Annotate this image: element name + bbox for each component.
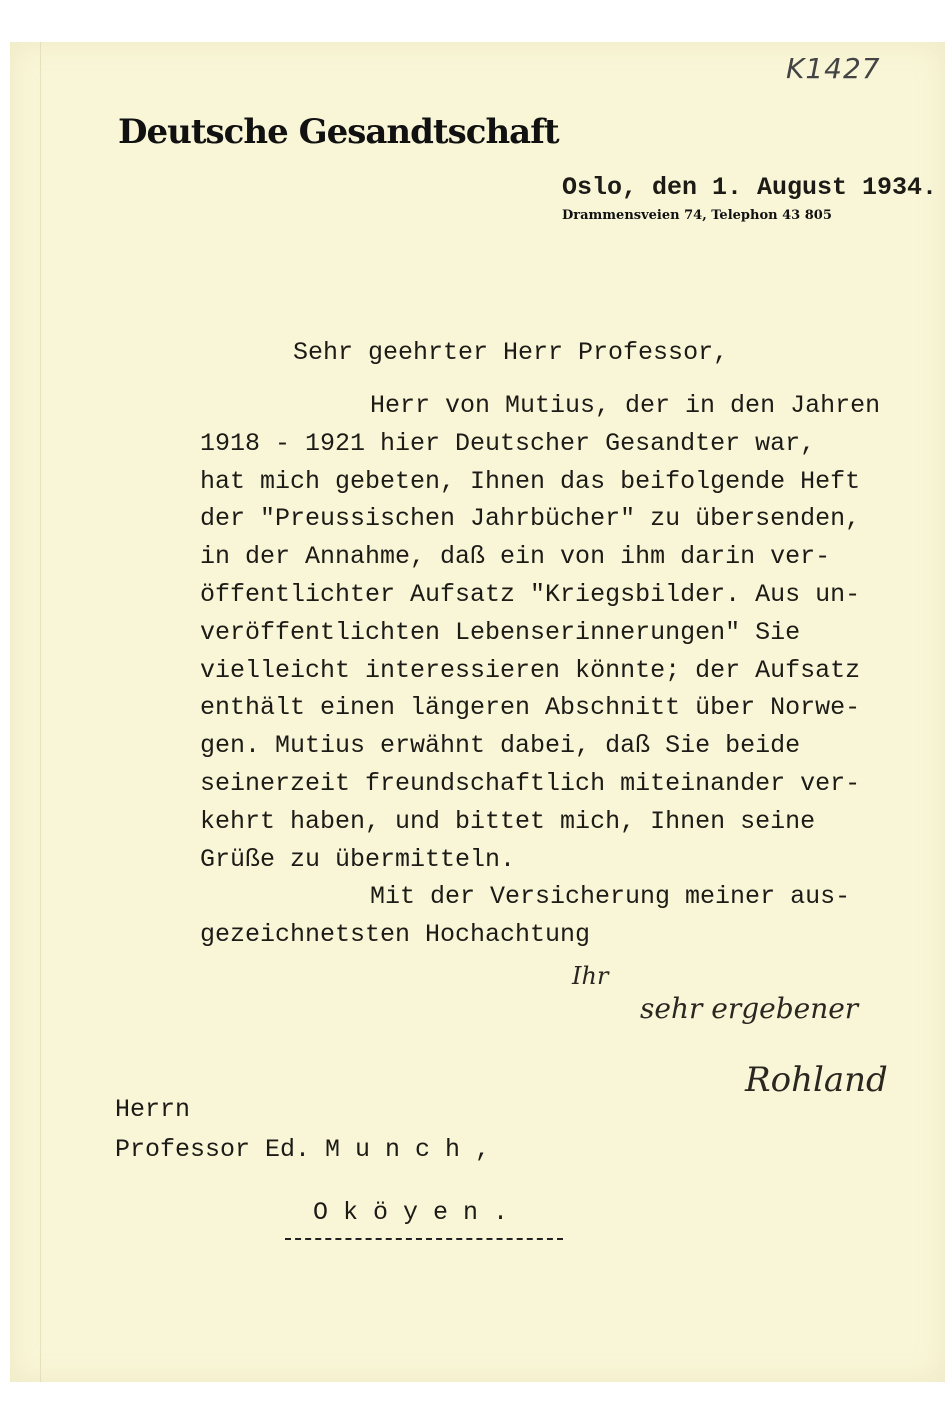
body-line: seinerzeit freundschaftlich miteinander ver- xyxy=(200,769,861,798)
body-line: gezeichnetsten Hochachtung xyxy=(200,920,591,950)
closing-sehr-ergebener: sehr ergebener xyxy=(640,992,859,1025)
body-line: in der Annahme, daß ein von ihm darin ver- xyxy=(200,542,831,572)
letterhead-institution: Deutsche Gesandtschaft xyxy=(118,112,559,152)
body-line: öffentlichter Aufsatz "Kriegsbilder. Aus un- xyxy=(200,580,861,609)
closing-ihr: Ihr xyxy=(572,962,609,990)
body-line: Herr von Mutius, der in den Jahren xyxy=(370,391,881,420)
place-date: Oslo, den 1. August 1934. xyxy=(562,173,938,202)
paper-edge-line xyxy=(40,42,41,1382)
recipient-herrn: Herrn xyxy=(115,1095,191,1124)
body-line: der "Preussischen Jahrbücher" zu übersenden, xyxy=(200,504,861,534)
body-line: Mit der Versicherung meiner aus- xyxy=(370,882,851,912)
archive-number: K1427 xyxy=(786,52,881,85)
signature: Rohland xyxy=(745,1060,888,1100)
recipient-name: Professor Ed. M u n c h , xyxy=(115,1135,491,1164)
underline-divider xyxy=(285,1238,563,1240)
recipient-place: O k ö y e n . xyxy=(313,1198,509,1227)
body-line: hat mich gebeten, Ihnen das beifolgende Heft xyxy=(200,466,861,496)
body-line: gen. Mutius erwähnt dabei, daß Sie beide xyxy=(200,731,801,761)
letterhead-address: Drammensveien 74, Telephon 43 805 xyxy=(562,208,832,223)
salutation: Sehr geehrter Herr Professor, xyxy=(293,338,729,367)
body-line: vielleicht interessieren könnte; der Aufsatz xyxy=(200,655,861,685)
body-line: veröffentlichten Lebenserinnerungen" Sie xyxy=(200,617,801,647)
body-line: kehrt haben, und bittet mich, Ihnen seine xyxy=(200,806,816,836)
body-line: 1918 - 1921 hier Deutscher Gesandter war, xyxy=(200,428,816,458)
body-line: enthält einen längeren Abschnitt über Norwe- xyxy=(200,693,861,723)
body-line: Grüße zu übermitteln. xyxy=(200,844,516,874)
